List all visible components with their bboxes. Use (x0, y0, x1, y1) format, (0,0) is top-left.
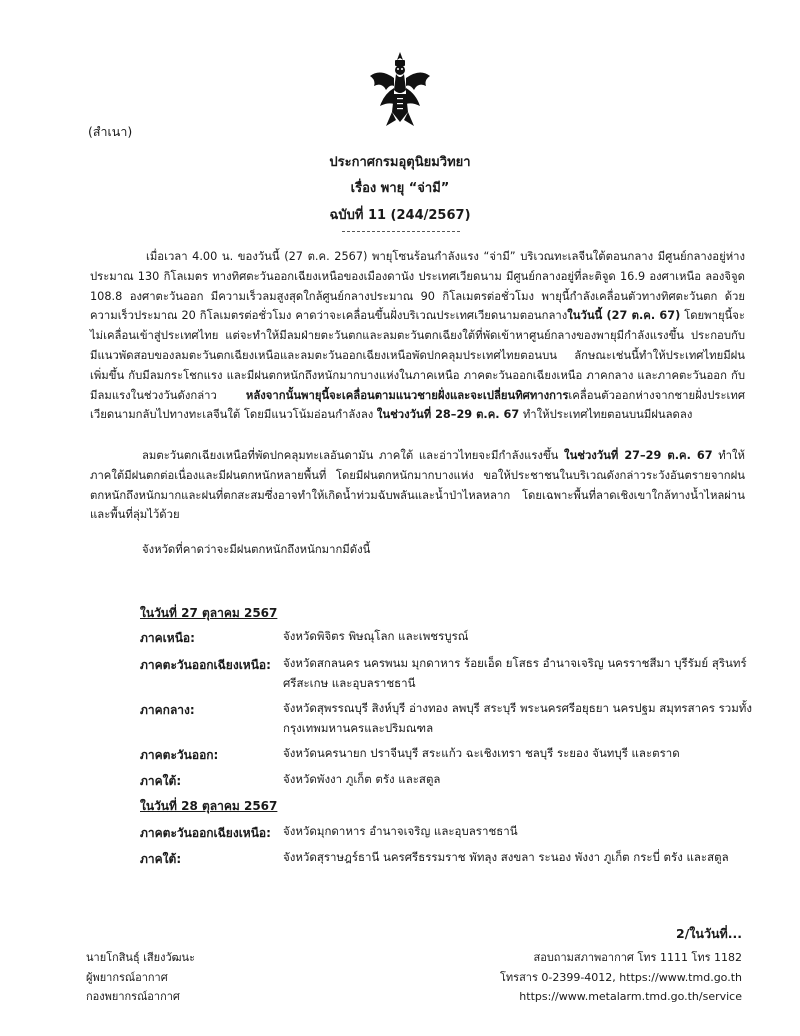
announcement-subject: เรื่อง พายุ “จ่ามี” (350, 181, 450, 196)
paragraph-monsoon (90, 446, 745, 525)
forecaster-role: ผู้พยากรณ์อากาศ (86, 970, 168, 984)
contact-alert-link[interactable]: https://www.metalarm.tmd.go.th/service (519, 990, 742, 1003)
day1-south-value: จังหวัดพังงา ภูเก็ต ตรัง และสตูล (283, 772, 441, 786)
storm-text-4: ทำให้ประเทศไทยตอนบนมีฝนลดลง (519, 408, 693, 422)
forecast-day2-heading: ในวันที่ 28 ตุลาคม 2567 (140, 799, 278, 813)
title-divider (342, 231, 460, 232)
day1-south-label: ภาคใต้: (140, 774, 182, 788)
storm-emphasis-track: หลังจากนั้นพายุนี้จะเคลื่อนตามแนวชายฝั่งและจะเปลี่ยนทิศทางการ (245, 388, 569, 402)
monsoon-text-2: ทำให้ภาคใต้มีฝนตกต่อเนื่องและมีฝนตกหนักหลายพื้นที่ โดยมีฝนตกหนักมากบางแห่ง ขอให้ประชาชนในบริเวณดังกล่าวระวังอันตรายจากฝนตกหนักถึงหนักมากและฝนที่ตกสะสมซึ่งอาจทำให้เกิดน้ำท่วมฉับพลันและน้ำป่าไหลหลาก โดยเฉพาะพื้นที่ลาดเชิงเขาใกล้ทางน้ำไหลผ่านและพื้นที่ลุ่มไว้ด้วย (90, 449, 745, 522)
storm-text-3: เคลื่อนตัวออกห่างจากชายฝั่งประเทศเวียดนามกลับไปทางทะเลจีนใต้ โดยมีแนวโน้มอ่อนกำลังลง (90, 388, 745, 422)
forecast-day1-heading: ในวันที่ 27 ตุลาคม 2567 (140, 606, 278, 620)
storm-emphasis-today: ในวันนี้ (27 ต.ค. 67) (567, 309, 681, 323)
copy-mark: (สำเนา) (88, 124, 133, 139)
storm-text-1: เมื่อเวลา 4.00 น. ของวันนี้ (27 ต.ค. 2567) พายุโซนร้อนกำลังแรง “จ่ามี” บริเวณทะเลจีนใต้ตอนกลาง มีศูนย์กลางอยู่ห่างประมาณ 130 กิโลเมตร ทางทิศตะวันออกเฉียงเหนือของเมืองดานัง ประเทศเวียดนาม มีศูนย์กลางอยู่ที่ละติจูด 16.9 องศาเหนือ ลองจิจูด 108.8 องศาตะวันออก มีความเร็วลมสูงสุดใกล้ศูนย์กลางประมาณ 90 กิโลเมตรต่อชั่วโมง พายุนี้กำลังเคลื่อนตัวทางทิศตะวันตก ด้วยความเร็วประมาณ 20 กิโลเมตรต่อชั่วโมง คาดว่าจะเคลื่อนขึ้นฝั่งบริเวณประเทศเวียดนามตอนกลาง (90, 250, 745, 323)
day1-east-label: ภาคตะวันออก: (140, 748, 219, 762)
day1-central-value: จังหวัดสุพรรณบุรี สิงห์บุรี อ่างทอง ลพบุรี สระบุรี พระนครศรีอยุธยา นครปฐม สมุทรสาคร รวมทั้งกรุงเทพมหานครและปริมณฑล (283, 701, 753, 735)
storm-emphasis-dates: ในช่วงวันที่ 28–29 ต.ค. 67 (376, 408, 520, 422)
day2-south-label: ภาคใต้: (140, 852, 182, 866)
forecaster-name: นายโกสินธุ์ เสียงวัฒนะ (86, 951, 195, 964)
day1-north-value: จังหวัดพิจิตร พิษณุโลก และเพชรบูรณ์ (283, 629, 469, 643)
next-page-marker: 2/ในวันที่... (676, 926, 742, 941)
storm-text-2: โดยพายุนี้จะไม่เคลื่อนเข้าสู่ประเทศไทย แต่จะทำให้มีลมฝ่ายตะวันตกและลมตะวันตกเฉียงใต้ที่พัดเข้าหาศูนย์กลางของพายุมีกำลังแรงขึ้น ประกอบกับมีแนวพัดสอบของลมตะวันตกเฉียงเหนือและลมตะวันออกเฉียงเหนือพัดปกคลุมประเทศไทยตอนบน ลักษณะเช่นนี้ทำให้ประเทศไทยมีฝนเพิ่มขึ้น กับมีลมกระโชกแรง และมีฝนตกหนักถึงหนักมากบางแห่งในภาคเหนือ ภาคตะวันออกเฉียงเหนือ ภาคกลาง และภาคตะวันออก กับมีลมแรงในช่วงวันดังกล่าว (90, 309, 745, 402)
day1-northeast-label: ภาคตะวันออกเฉียงเหนือ: (140, 658, 271, 672)
monsoon-text-1: ลมตะวันตกเฉียงเหนือที่พัดปกคลุมทะเลอันดามัน ภาคใต้ และอ่าวไทยจะมีกำลังแรงขึ้น (142, 449, 565, 462)
contact-fax-website: โทรสาร 0-2399-4012, https://www.tmd.go.th (500, 970, 742, 984)
announcement-title: ประกาศกรมอุตุนิยมวิทยา (329, 155, 471, 170)
paragraph-storm-details (90, 247, 745, 425)
contact-block (500, 948, 742, 1007)
day2-northeast-label: ภาคตะวันออกเฉียงเหนือ: (140, 826, 271, 840)
contact-phone: สอบถามสภาพอากาศ โทร 1111 โทร 1182 (533, 951, 742, 964)
forecaster-division: กองพยากรณ์อากาศ (86, 990, 180, 1003)
announcement-issue: ฉบับที่ 11 (244/2567) (329, 208, 471, 223)
day2-south-value: จังหวัดสุราษฎร์ธานี นครศรีธรรมราช พัทลุง สงขลา ระนอง พังงา ภูเก็ต กระบี่ ตรัง และสตูล (283, 850, 729, 864)
day1-central-label: ภาคกลาง: (140, 703, 195, 717)
garuda-emblem-icon (366, 50, 434, 128)
monsoon-emphasis-dates: ในช่วงวันที่ 27–29 ต.ค. 67 (564, 449, 713, 462)
day1-northeast-value: จังหวัดสกลนคร นครพนม มุกดาหาร ร้อยเอ็ด ยโสธร อำนาจเจริญ นครราชสีมา บุรีรัมย์ สุรินทร์ศรีสะเกษ และอุบลราชธานี (283, 656, 747, 690)
day2-northeast-value: จังหวัดมุกดาหาร อำนาจเจริญ และอุบลราชธานี (283, 824, 518, 838)
day1-north-label: ภาคเหนือ: (140, 631, 195, 645)
day1-east-value: จังหวัดนครนายก ปราจีนบุรี สระแก้ว ฉะเชิงเทรา ชลบุรี ระยอง จันทบุรี และตราด (283, 746, 680, 760)
forecaster-block (86, 948, 195, 1007)
paragraph-provinces-intro: จังหวัดที่คาดว่าจะมีฝนตกหนักถึงหนักมากมีดังนี้ (142, 543, 371, 556)
